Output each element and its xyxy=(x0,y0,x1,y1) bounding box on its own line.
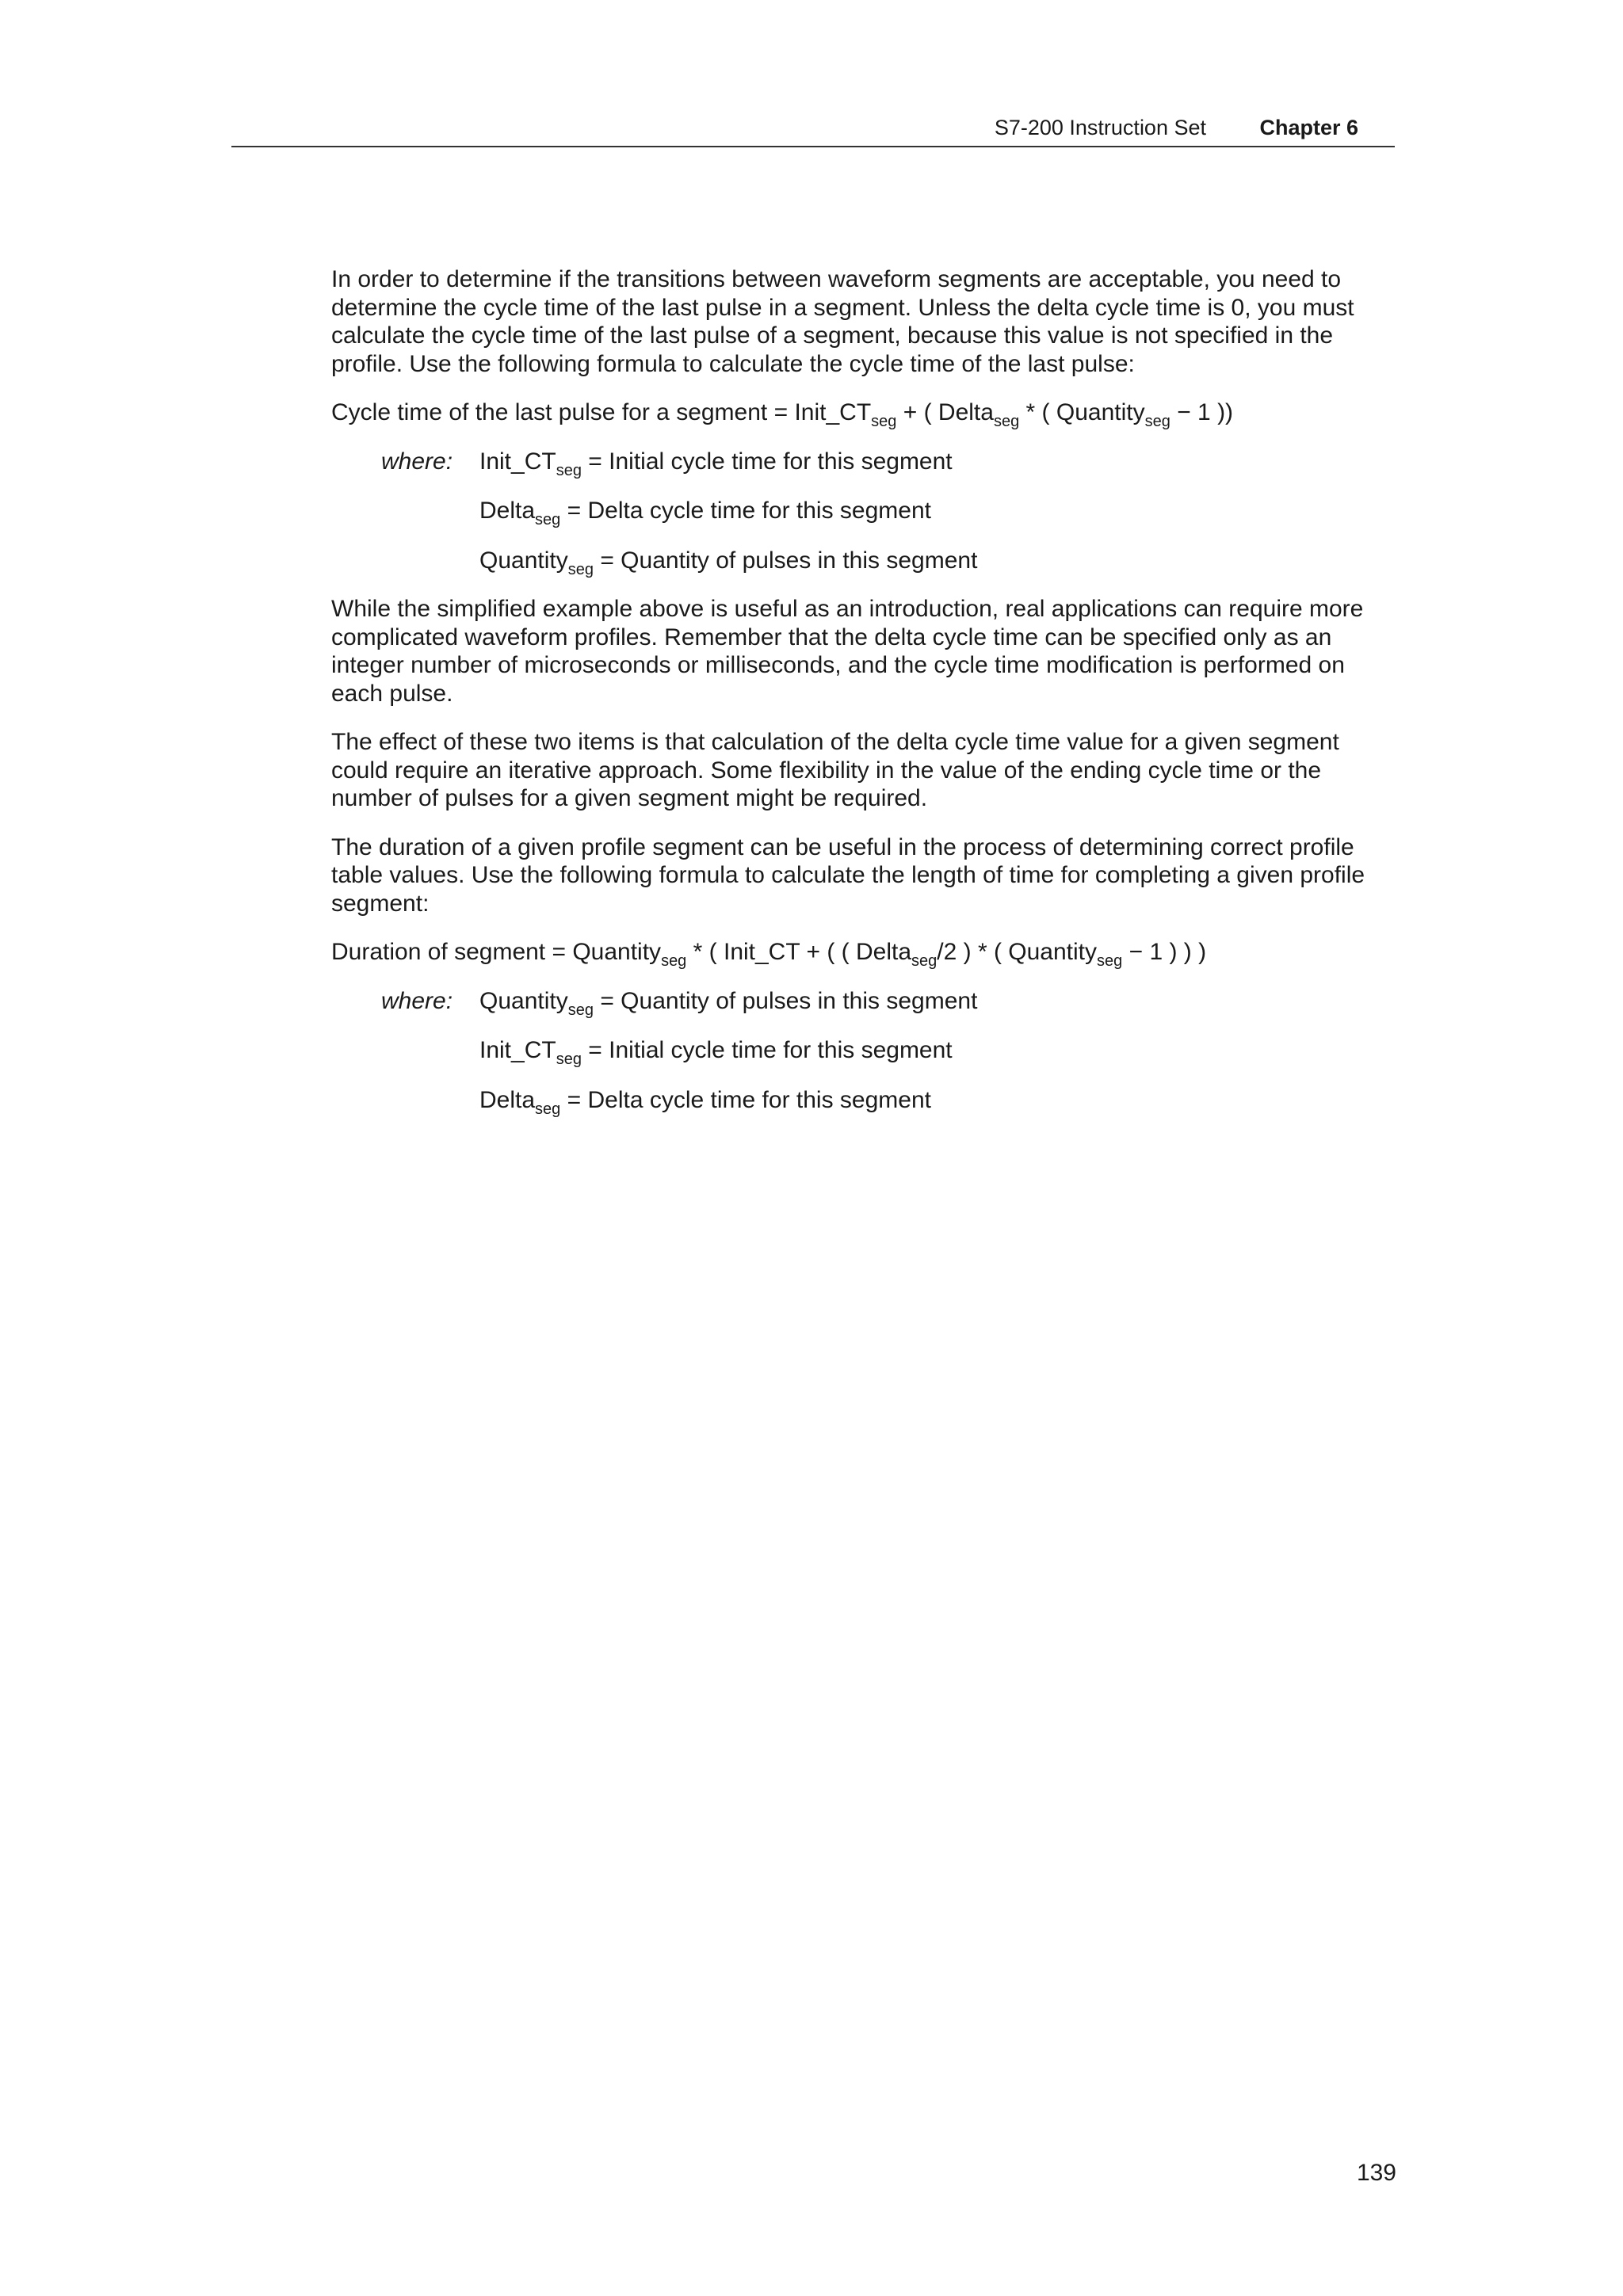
running-header xyxy=(231,111,1395,147)
header-title: S7-200 Instruction Set xyxy=(994,116,1206,139)
formula-text: Duration of segment = Quantity xyxy=(331,939,662,965)
paragraph-complex-profiles: While the simplified example above is useful as an introduction, real applications can require more complicated waveform profiles. Remember that the delta cycle time can be specified only as an integer number of microseconds or milliseconds, and the cycle time modification is performed on each pulse. xyxy=(331,596,1364,707)
where-label: where: xyxy=(381,448,453,475)
definition-term: Quantity xyxy=(479,547,568,574)
definition-text: = Initial cycle time for this segment xyxy=(581,448,953,475)
paragraph-segment-duration: The duration of a given profile segment can be useful in the process of determining correct profile table values. Use the following formula to calculate the length of time for completing a given profile segment: xyxy=(331,833,1365,917)
formula-text: * ( Init_CT + ( ( Delta xyxy=(686,939,912,965)
formula-text: Cycle time of the last pulse for a segment = Init_CT xyxy=(331,399,872,425)
formula-text: + ( Delta xyxy=(896,399,994,425)
subscript-seg: seg xyxy=(556,1051,582,1068)
subscript-seg: seg xyxy=(1097,952,1123,970)
definition-term: Delta xyxy=(479,498,536,524)
definition-text: = Initial cycle time for this segment xyxy=(581,1037,953,1063)
definition-row xyxy=(331,497,1398,528)
subscript-seg: seg xyxy=(535,511,561,528)
subscript-seg: seg xyxy=(535,1100,561,1118)
subscript-seg: seg xyxy=(993,413,1020,430)
where-definitions-1 xyxy=(331,448,1398,578)
paragraph-intro: In order to determine if the transitions between waveform segments are acceptable, you need to determine the cycle time of the last pulse in a segment. Unless the delta cycle time is 0, you must calculate the cycle time of the last pulse of a segment, because this value is not specified in the profile. Use the following formula to calculate the cycle time of the last pulse: xyxy=(331,266,1354,377)
subscript-seg: seg xyxy=(567,1001,594,1019)
subscript-seg: seg xyxy=(871,413,897,430)
definition-text: = Quantity of pulses in this segment xyxy=(593,547,978,574)
paragraph-iterative-approach: The effect of these two items is that calculation of the delta cycle time value for a given segment could require an iterative approach. Some flexibility in the value of the ending cycle time or the number of pulses for a given segment might be required. xyxy=(331,729,1339,811)
formula-text: /2 ) * ( Quantity xyxy=(937,939,1098,965)
formula-last-pulse-cycle-time xyxy=(331,399,1398,430)
subscript-seg: seg xyxy=(1144,413,1170,430)
definition-text: = Delta cycle time for this segment xyxy=(560,1086,931,1113)
definition-term: Quantity xyxy=(479,987,568,1014)
definition-term: Delta xyxy=(479,1086,536,1113)
formula-text: − 1 )) xyxy=(1170,399,1234,425)
subscript-seg: seg xyxy=(556,461,582,479)
subscript-seg: seg xyxy=(661,952,687,970)
definition-term: Init_CT xyxy=(479,448,556,475)
body-content xyxy=(331,265,1398,1135)
where-label: where: xyxy=(381,987,453,1014)
definition-row xyxy=(331,987,1398,1019)
definition-row xyxy=(331,1036,1398,1068)
definition-row xyxy=(331,1086,1398,1118)
formula-text: − 1 ) ) ) xyxy=(1122,939,1207,965)
page-number: 139 xyxy=(1356,2160,1396,2186)
definition-row xyxy=(331,547,1398,578)
formula-text: * ( Quantity xyxy=(1019,399,1145,425)
definition-text: = Delta cycle time for this segment xyxy=(560,498,931,524)
subscript-seg: seg xyxy=(911,952,938,970)
subscript-seg: seg xyxy=(567,560,594,578)
header-chapter: Chapter 6 xyxy=(1259,116,1358,139)
definition-term: Init_CT xyxy=(479,1037,556,1063)
where-definitions-2 xyxy=(331,987,1398,1118)
formula-segment-duration xyxy=(331,938,1398,970)
definition-row xyxy=(331,448,1398,479)
definition-text: = Quantity of pulses in this segment xyxy=(593,987,978,1014)
